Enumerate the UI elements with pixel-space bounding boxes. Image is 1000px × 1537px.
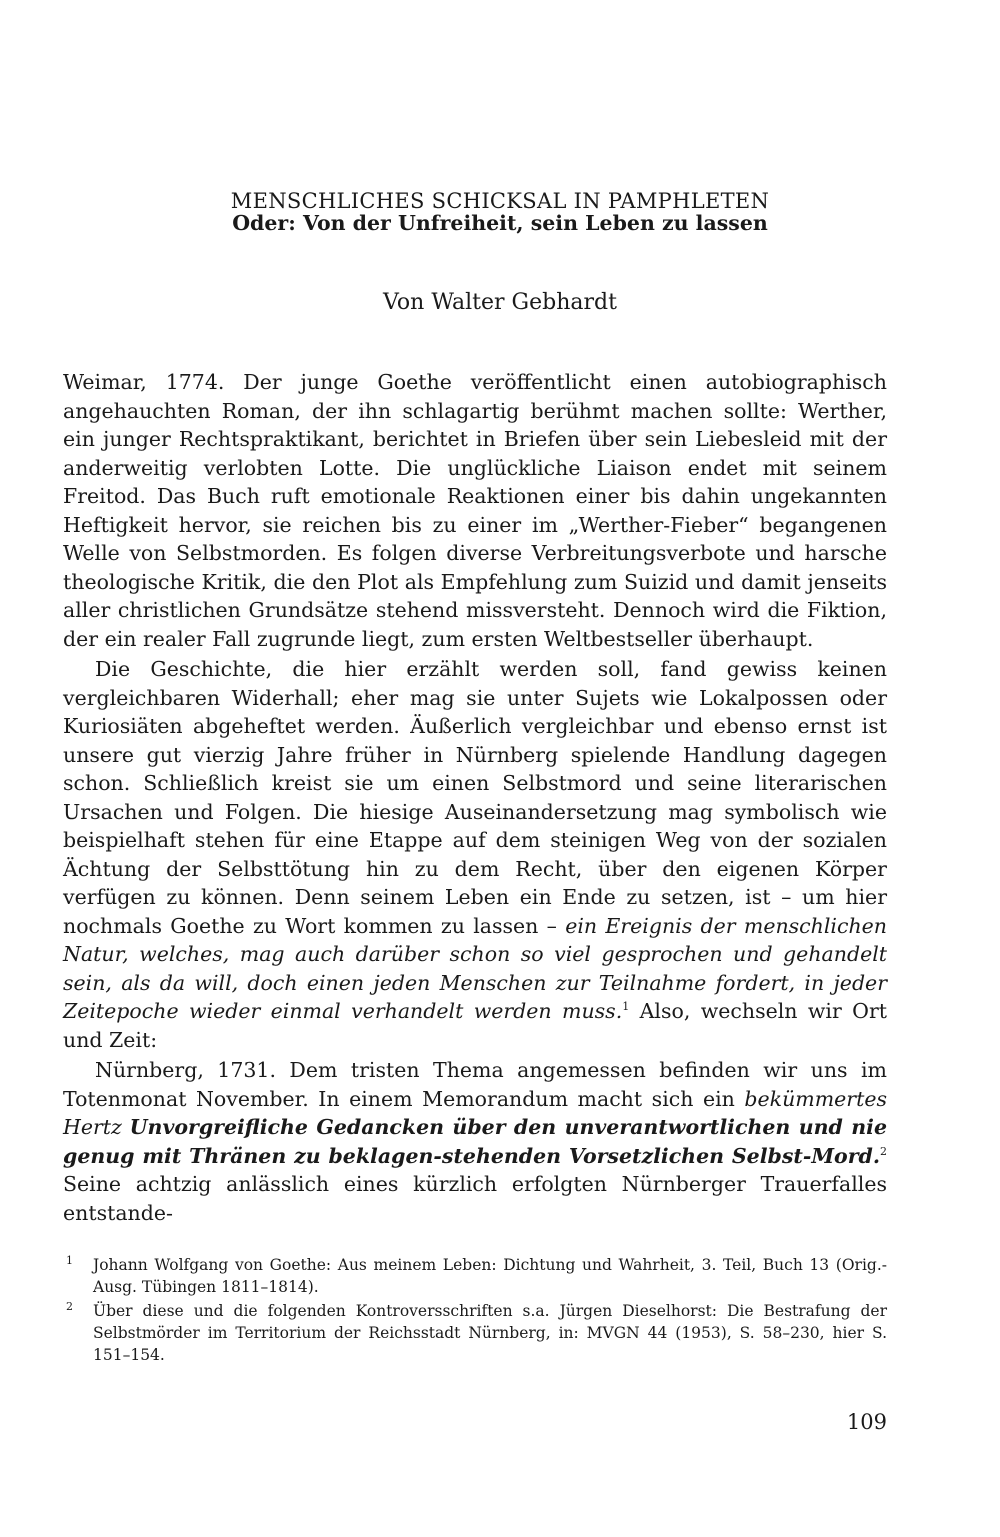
paragraph-3-tail: Seine achtzig anlässlich eines kürzlich erfolgten Nürnberger Trauerfalles entstande- xyxy=(63,1172,887,1225)
author-byline: Von Walter Gebhardt xyxy=(383,290,617,315)
paragraph-2-tail: Also, wechseln wir Ort und Zeit: xyxy=(63,999,888,1052)
footnote-1 xyxy=(63,1254,887,1298)
memorandum-title: Unvorgreifliche Gedancken über den unverantwortlichen und nie genug mit Thränen zu beklagen-stehenden Vorsetzlichen Selbst-Mord. xyxy=(63,1115,887,1168)
page-number: 109 xyxy=(846,1410,887,1434)
article-body xyxy=(63,368,887,1227)
footnotes xyxy=(63,1254,887,1368)
footnote-text: Über diese und die folgenden Kontroversschriften s.a. Jürgen Dieselhorst: Die Bestrafung der Selbstmörder im Territorium der Reichsstadt Nürnberg, in: MVGN 44 (1953), S. 58–230, hier S. 151–154. xyxy=(93,1302,887,1364)
word-space xyxy=(122,1115,130,1139)
footnote-ref-2[interactable]: 2 xyxy=(880,1144,887,1158)
article-title: MENSCHLICHES SCHICKSAL IN PAMPHLETEN xyxy=(230,189,770,214)
paragraph-1: Weimar, 1774. Der junge Goethe veröffentlicht einen autobiographisch angehauchten Roman, der ihn schlagartig berühmt machen sollte: Werther, ein junger Rechtspraktikant, berichtet in Briefen über sein Liebesleid mit der anderweitig verlobten Lotte. Die unglückliche Liaison endet mit seinem Freitod. Das Buch ruft emotionale Reaktionen einer bis dahin ungekannten Heftigkeit hervor, sie reichen bis zu einer im „Werther-Fieber“ begangenen Welle von Selbstmorden. Es folgen diverse Verbreitungsverbote und harsche theologische Kritik, die den Plot als Empfehlung zum Suizid und damit jenseits aller christlichen Grundsätze stehend missversteht. Dennoch wird die Fiktion, der ein realer Fall zugrunde liegt, zum ersten Weltbestseller überhaupt. xyxy=(63,370,887,651)
footnote-ref-1[interactable]: 1 xyxy=(622,1000,630,1014)
paragraph-3 xyxy=(63,1056,887,1227)
footnote-number: 2 xyxy=(66,1300,73,1313)
paragraph-2 xyxy=(63,655,887,1054)
article-subtitle: Oder: Von der Unfreiheit, sein Leben zu lassen xyxy=(232,211,768,235)
footnote-number: 1 xyxy=(66,1254,73,1267)
goethe-quote: ein Ereignis der menschlichen Natur, welches, mag auch darüber schon so viel gesprochen und gehandelt sein, als da will, doch einen jeden Menschen zur Teilnahme fordert, in jeder Zeitepoche wieder einmal verhandelt werden muss. xyxy=(63,913,887,1023)
footnote-text: Johann Wolfgang von Goethe: Aus meinem Leben: Dichtung und Wahrheit, 3. Teil, Buch 13 (Orig.-Ausg. Tübingen 1811–1814). xyxy=(93,1256,887,1296)
paragraph-2-text: Die Geschichte, die hier erzählt werden soll, fand gewiss keinen vergleichbaren Widerhall; eher mag sie unter Sujets wie Lokalpossen oder Kuriosiäten abgeheftet werden. Äußerlich vergleichbar und ebenso ernst ist unsere gut vierzig Jahre früher in Nürnberg spielende Handlung dagegen schon. Schließlich kreist sie um einen Selbstmord und seine literarischen Ursachen und Folgen. Die hiesige Auseinandersetzung mag symbolisch wie beispielhaft stehen für eine Etappe auf dem steinigen Weg von der sozialen Ächtung der Selbsttötung hin zu dem Recht, über den eigenen Körper verfügen zu können. Denn seinem Leben ein Ende zu setzen, ist – um hier nochmals Goethe zu Wort kommen zu lassen – xyxy=(63,657,887,938)
footnote-2 xyxy=(63,1300,887,1366)
paragraph-3-text: Nürnberg, 1731. Dem tristen Thema angemessen befinden wir uns im Totenmonat November. In einem Memorandum macht sich ein xyxy=(63,1058,887,1111)
memorandum-author: bekümmertes Hertz xyxy=(63,1086,887,1139)
